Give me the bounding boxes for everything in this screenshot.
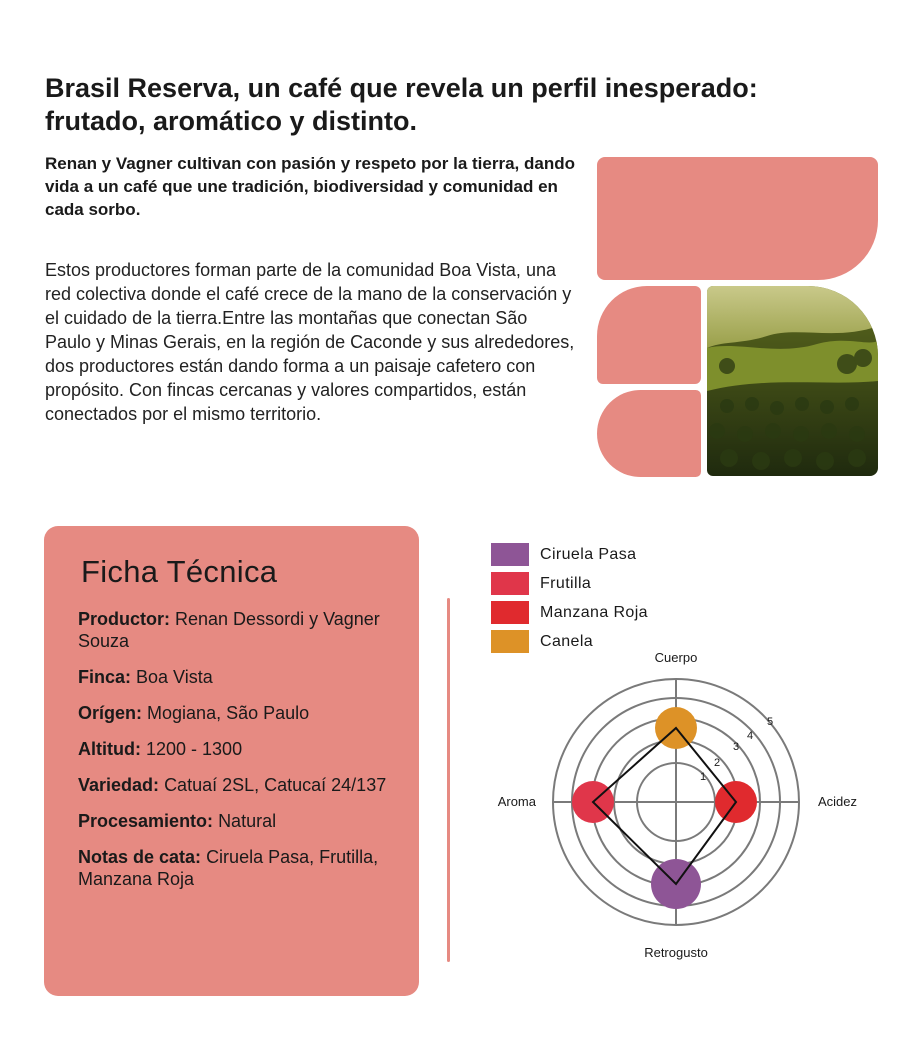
legend-item-ciruela bbox=[491, 540, 648, 569]
legend-label: Manzana Roja bbox=[540, 603, 648, 621]
radar-label-retrogusto: Retrogusto bbox=[644, 945, 708, 960]
legend-label: Canela bbox=[540, 632, 594, 650]
radar-tick-4: 4 bbox=[747, 730, 754, 742]
ficha-value: Natural bbox=[218, 811, 277, 831]
ficha-list bbox=[78, 608, 388, 904]
legend-swatch bbox=[491, 543, 529, 566]
ficha-label: Procesamiento: bbox=[78, 811, 214, 831]
ficha-label: Notas de cata: bbox=[78, 847, 202, 867]
legend-label: Frutilla bbox=[540, 574, 592, 592]
radar-tick-3: 3 bbox=[733, 741, 740, 753]
lead-paragraph: Renan y Vagner cultivan con pasión y respeto por la tierra, dando vida a un café que une tradición, biodiversidad y comunidad en cada sorbo. bbox=[45, 154, 575, 219]
ficha-label: Finca: bbox=[78, 667, 132, 687]
ficha-row-finca bbox=[78, 666, 388, 688]
decorative-shape-bottom bbox=[597, 390, 701, 477]
flavor-radar-diagram bbox=[480, 640, 880, 970]
flavor-legend bbox=[491, 540, 648, 656]
coffee-landscape-photo bbox=[707, 286, 878, 476]
ficha-row-altitud bbox=[78, 738, 388, 760]
radar-label-aroma: Aroma bbox=[497, 794, 536, 809]
legend-swatch bbox=[491, 572, 529, 595]
ficha-value: Renan Dessordi y Vagner Souza bbox=[78, 609, 380, 651]
legend-item-manzana bbox=[491, 598, 648, 627]
ficha-tecnica-card bbox=[44, 526, 419, 996]
radar-label-cuerpo: Cuerpo bbox=[654, 650, 698, 665]
ficha-row-procesamiento bbox=[78, 810, 388, 832]
ficha-value: 1200 - 1300 bbox=[146, 739, 243, 759]
radar-tick-5: 5 bbox=[767, 716, 774, 728]
ficha-label: Variedad: bbox=[78, 775, 160, 795]
legend-swatch bbox=[491, 601, 529, 624]
legend-label: Ciruela Pasa bbox=[540, 545, 637, 563]
ficha-label: Altitud: bbox=[78, 739, 141, 759]
ficha-title: Ficha Técnica bbox=[81, 554, 278, 589]
decorative-shape-top bbox=[597, 157, 878, 280]
legend-item-frutilla bbox=[491, 569, 648, 598]
ficha-value: Catuaí 2SL, Catucaí 24/137 bbox=[164, 775, 387, 795]
body-paragraph: Estos productores forman parte de la comunidad Boa Vista, una red colectiva donde el café crece de la mano de la conservación y el cuidado de la tierra.Entre las montañas que conectan São Paulo y Minas Gerais, en la región de Caconde y sus alrededores, dos productores están dando forma a un paisaje cafetero con propósito. Con fincas cercanas y valores compartidos, están conectados por el mismo territorio. bbox=[45, 260, 575, 424]
decorative-shape-middle bbox=[597, 286, 701, 384]
ficha-value: Boa Vista bbox=[136, 667, 213, 687]
ficha-label: Productor: bbox=[78, 609, 170, 629]
radar-tick-2: 2 bbox=[714, 757, 721, 769]
radar-tick-1: 1 bbox=[700, 771, 707, 783]
ficha-value: Mogiana, São Paulo bbox=[147, 703, 310, 723]
page-headline: Brasil Reserva, un café que revela un perfil inesperado: frutado, aromático y distinto. bbox=[45, 73, 758, 136]
ficha-row-variedad bbox=[78, 774, 388, 796]
vertical-divider bbox=[447, 598, 450, 962]
ficha-row-notas bbox=[78, 846, 388, 890]
radar-label-acidez: Acidez bbox=[818, 794, 858, 809]
ficha-value: Ciruela Pasa, Frutilla, Manzana Roja bbox=[78, 847, 379, 889]
ficha-row-productor bbox=[78, 608, 388, 652]
ficha-row-origen bbox=[78, 702, 388, 724]
ficha-label: Orígen: bbox=[78, 703, 143, 723]
